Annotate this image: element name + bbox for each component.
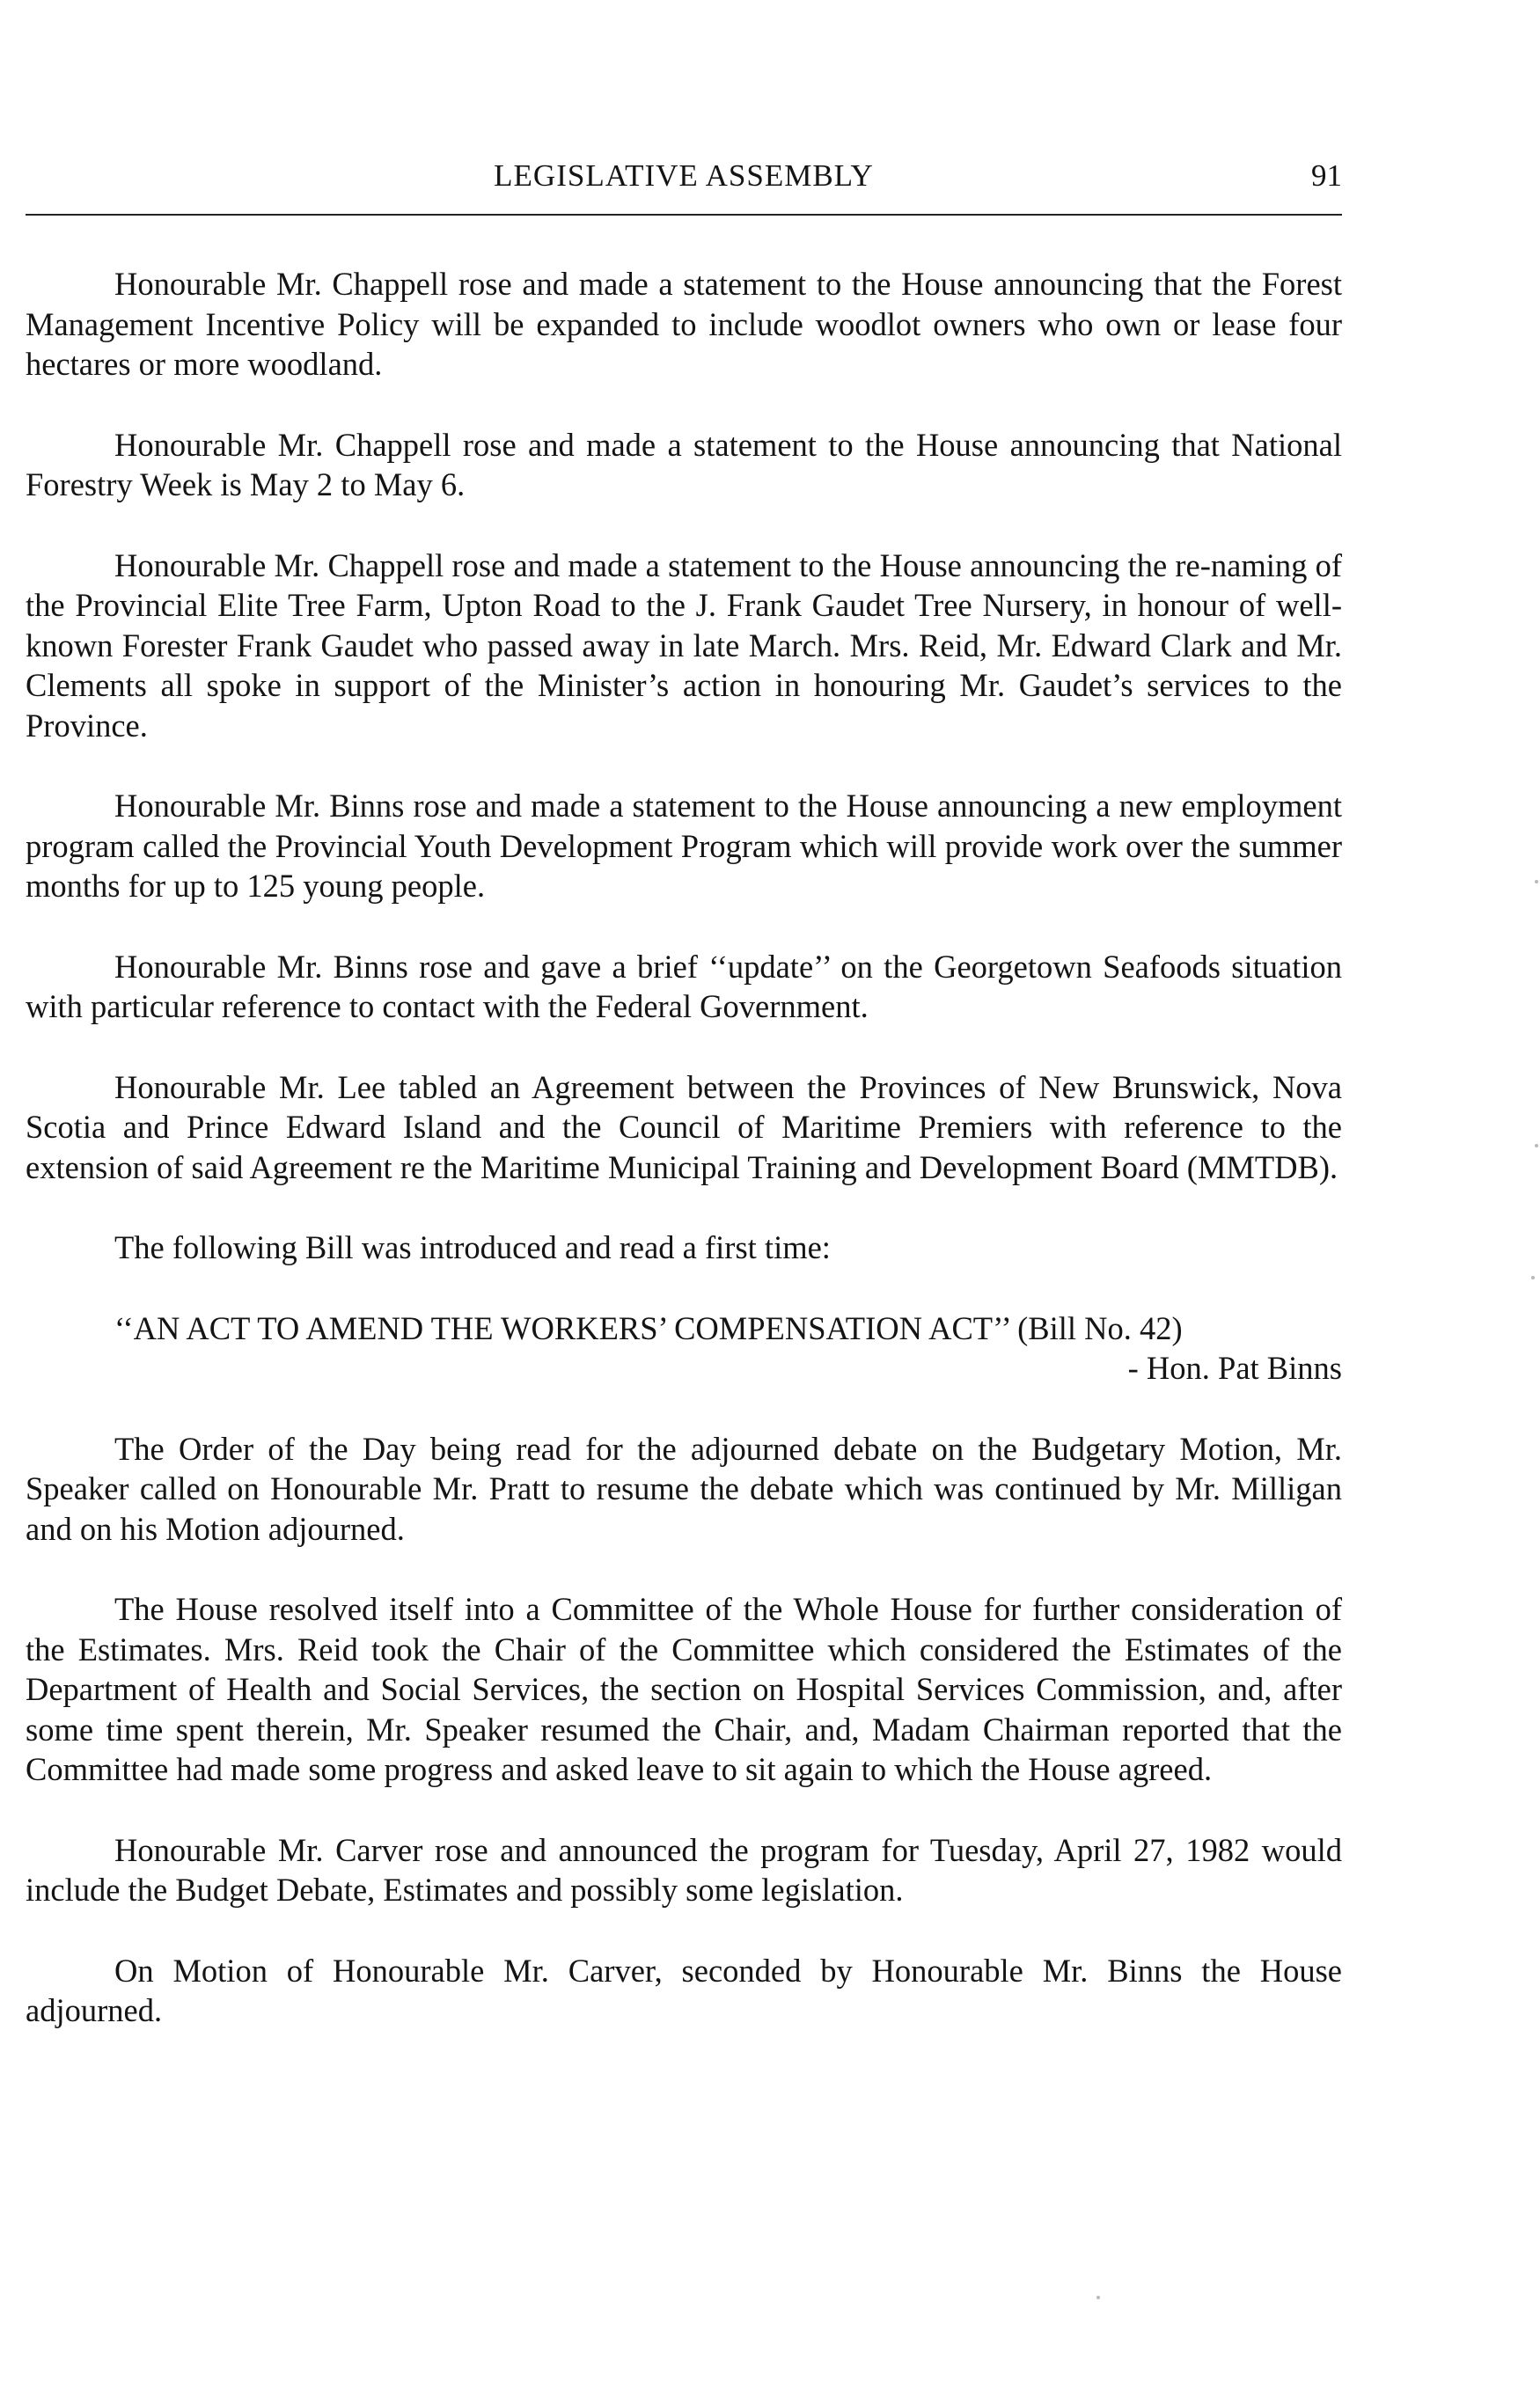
document-body xyxy=(26,264,1342,2071)
paragraph: Honourable Mr. Chappell rose and made a statement to the House announcing that the Forest Management Incentive Policy will be expanded to include woodlot owners who own or lease four hectares or more woodland. xyxy=(26,266,1342,382)
paragraph: Honourable Mr. Chappell rose and made a statement to the House announcing the re-naming of the Provincial Elite Tree Farm, Upton Road to the J. Frank Gaudet Tree Nursery, in honour of well-known Forester Frank Gaudet who passed away in late March. Mrs. Reid, Mr. Edward Clark and Mr. Clements all spoke in support of the Minister’s action in honouring Mr. Gaudet’s services to the Province. xyxy=(26,546,1342,744)
scan-speck xyxy=(1535,880,1538,883)
paragraph: Honourable Mr. Carver rose and announced the program for Tuesday, April 27, 1982 would include the Budget Debate, Estimates and possibly some legislation. xyxy=(26,1831,1342,1908)
paragraph: The Order of the Day being read for the adjourned debate on the Budgetary Motion, Mr. Speaker called on Honourable Mr. Pratt to resume the debate which was continued by Mr. Milligan and on his Motion adjourned. xyxy=(26,1430,1342,1547)
paragraph: Honourable Mr. Binns rose and made a statement to the House announcing a new employment program called the Provincial Youth Development Program which will provide work over the summer months for up to 125 young people. xyxy=(26,788,1342,904)
header-divider xyxy=(26,214,1342,216)
page-header xyxy=(26,148,1342,201)
bill-sponsor: - Hon. Pat Binns xyxy=(1127,1350,1342,1386)
scan-speck xyxy=(1535,1144,1538,1147)
scan-speck xyxy=(1096,2296,1100,2299)
paragraph: Honourable Mr. Chappell rose and made a statement to the House announcing that National Forestry Week is May 2 to May 6. xyxy=(26,426,1342,502)
paragraph: On Motion of Honourable Mr. Carver, seconded by Honourable Mr. Binns the House adjourned. xyxy=(26,1952,1342,2028)
page-number: 91 xyxy=(1311,158,1342,193)
paragraph: The House resolved itself into a Committee of the Whole House for further consideration of the Estimates. Mrs. Reid took the Chair of the Committee which considered the Estimates of the Department of Health and Social Services, the section on Hospital Services Commission, and, after some time spent therein, Mr. Speaker resumed the Chair, and, Madam Chairman reported that the Committee had made some progress and asked leave to sit again to which the House agreed. xyxy=(26,1591,1342,1787)
paragraph: The following Bill was introduced and read a first time: xyxy=(114,1229,831,1265)
running-header-title: LEGISLATIVE ASSEMBLY xyxy=(494,158,874,193)
paragraph: Honourable Mr. Lee tabled an Agreement between the Provinces of New Brunswick, Nova Scotia and Prince Edward Island and the Council of Maritime Premiers with reference to the extension of said Agreement re the Maritime Municipal Training and Development Board (MMTDB). xyxy=(26,1068,1342,1185)
scan-speck xyxy=(1531,1276,1535,1279)
bill-title: ‘‘AN ACT TO AMEND THE WORKERS’ COMPENSATION ACT’’ (Bill No. 42) xyxy=(114,1309,1183,1346)
paragraph: Honourable Mr. Binns rose and gave a brief ‘‘update’’ on the Georgetown Seafoods situation with particular reference to contact with the Federal Government. xyxy=(26,948,1342,1024)
